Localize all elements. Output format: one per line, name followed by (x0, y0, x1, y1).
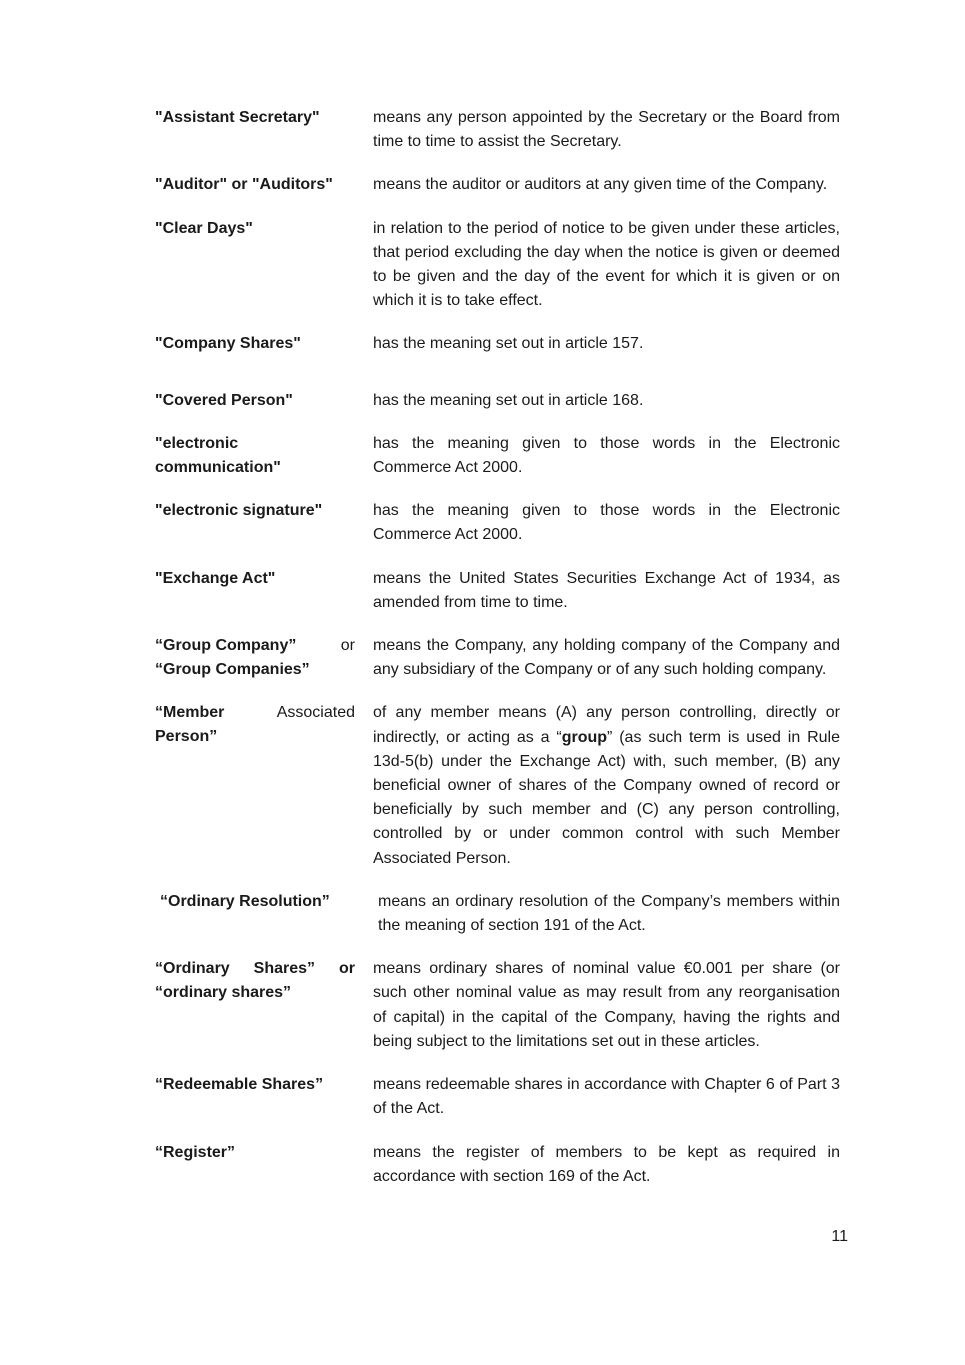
definition-row (155, 567, 840, 615)
definition-text: means redeemable shares in accordance with Chapter 6 of Part 3 of the Act. (373, 1076, 840, 1118)
definition-term: “Register” (155, 1143, 236, 1161)
term-word: “Group Company” (155, 637, 297, 655)
definition-term: "Auditor" or "Auditors" (155, 176, 333, 194)
definition-text: has the meaning set out in article 168. (373, 391, 644, 409)
definition-term: “Ordinary Shares” or “ordinary shares” (155, 960, 355, 1002)
term-joiner: or (340, 637, 355, 655)
definition-term: "electronic communication" (155, 434, 281, 476)
definition-term: "Clear Days" (155, 219, 253, 237)
term-word: “Group Companies” (155, 661, 310, 679)
definition-term: "Company Shares" (155, 335, 301, 353)
definition-term: "Exchange Act" (155, 569, 276, 587)
definition-term (155, 634, 355, 682)
definition-row (155, 957, 840, 1054)
definition-text: means an ordinary resolution of the Company’s members within the meaning of section 191 of the Act. (378, 892, 840, 935)
definitions-list (155, 106, 840, 1189)
definition-term (155, 701, 355, 749)
definition-text: in relation to the period of notice to be given under these articles, that period excluding the day when the notice is given or deemed to be given and the day of the event for which it is given or on which it is to take effect. (373, 219, 840, 310)
definition-text: means the United States Securities Exchange Act of 1934, as amended from time to time. (373, 569, 840, 611)
definition-text: means the register of members to be kept as required in accordance with section 169 of the Act. (373, 1143, 840, 1185)
definition-text (373, 701, 840, 870)
definition-text: has the meaning given to those words in the Electronic Commerce Act 2000. (373, 502, 840, 544)
term-word: “Member (155, 704, 225, 722)
definition-row (155, 332, 840, 356)
definition-row (155, 499, 840, 547)
definition-term: "electronic signature" (155, 502, 323, 520)
definition-row (155, 173, 840, 197)
definition-row (155, 389, 840, 413)
definition-text: has the meaning set out in article 157. (373, 335, 644, 353)
page-number: 11 (831, 1228, 848, 1245)
definition-row (155, 890, 840, 938)
definition-bold-word: group (561, 728, 608, 746)
definition-term: "Assistant Secretary" (155, 109, 320, 126)
definition-text: means the Company, any holding company of the Company and any subsidiary of the Company or of any such holding company. (373, 637, 840, 679)
definition-row (155, 1141, 840, 1189)
definition-row (155, 217, 840, 314)
definition-term: “Ordinary Resolution” (160, 892, 330, 910)
definition-text: has the meaning given to those words in the Electronic Commerce Act 2000. (373, 434, 840, 477)
definition-term: "Covered Person" (155, 391, 293, 409)
definition-row (155, 1073, 840, 1121)
definition-row (155, 701, 840, 870)
definition-text: means ordinary shares of nominal value €0.001 per share (or such other nominal value as may result from any reorganisation of capital) in the capital of the Company, having the rights and being subject to the limitations set out in these articles. (373, 960, 840, 1050)
definition-text-part: of any member means (A) any person controlling, directly or indirectly, or acting as a “ (373, 704, 840, 746)
definition-term: “Redeemable Shares” (155, 1076, 324, 1094)
term-joiner: Associated (276, 704, 355, 722)
definition-text-part: ” (as such term is used in Rule 13d-5(b) under the Exchange Act) with, such member, (B) any beneficial owner of shares of the Company owned of record or beneficially by such member and (C) any person controlling, controlled by or under common control with such Member Associated Person. (373, 728, 840, 867)
definition-text: means the auditor or auditors at any given time of the Company. (373, 176, 828, 194)
term-word: Person” (155, 728, 218, 746)
definition-row (155, 634, 840, 682)
definition-text: means any person appointed by the Secretary or the Board from time to time to assist the Secretary. (373, 109, 840, 151)
definition-row (155, 106, 840, 154)
definition-row (155, 432, 840, 480)
